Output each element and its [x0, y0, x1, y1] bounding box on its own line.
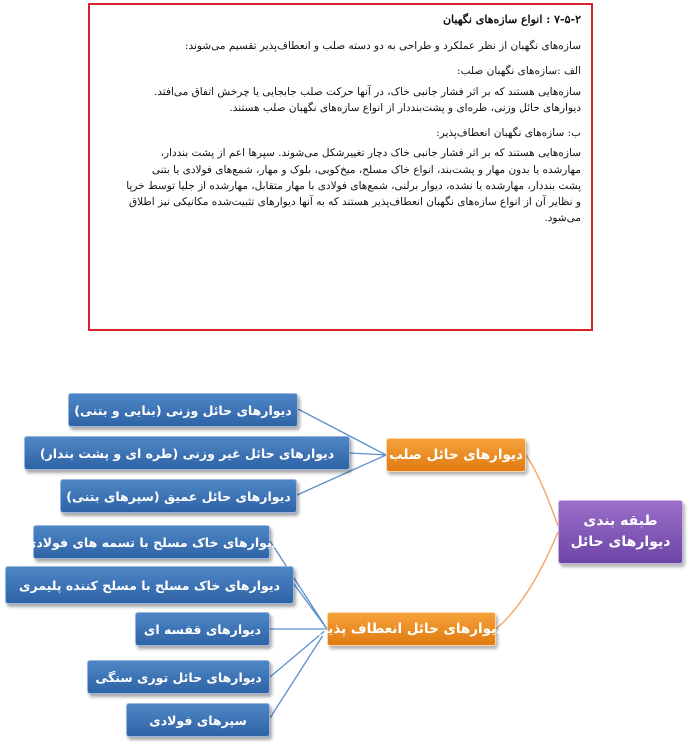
intro-paragraph: سازه‌های نگهبان از نظر عملکرد و طراحی به دو دسته صلب و انعطاف‌پذیر تقسیم می‌شوند:: [184, 40, 581, 53]
rigid-line: سازه‌هایی هستند که بر اثر فشار جانبی خاک، در آنها حرکت صلب جابجایی یا چرخش اتفاق می‌افتد.: [153, 85, 581, 98]
rigid-line: دیوارهای حائل وزنی، طره‌ای و پشت‌بنددار از انواع سازه‌های نگهبان صلب هستند.: [229, 101, 581, 114]
node-label: دیوارهای خاک مسلح با تسمه های فولادی: [24, 534, 279, 550]
node-label: دیوارهای قفسه ای: [143, 621, 262, 637]
node-label: سپرهای فولادی: [149, 712, 247, 728]
node-label: دیوارهای حائل انعطاف پذیر: [319, 621, 504, 637]
node-label: دیوارهای حائل عمیق (سپرهای بتنی): [66, 488, 291, 504]
root-connector: [496, 532, 558, 629]
connector-line: [350, 453, 386, 455]
flexible-leaf-crib-walls: [135, 612, 270, 646]
node-label: دیوارهای حائل توری سنگی: [95, 669, 262, 685]
node-label: دیوارهای حائل صلب: [389, 447, 523, 463]
rigid-walls-node: [386, 438, 526, 472]
section-heading: ۷-۵-۲ : انواع سازه‌های نگهبان: [442, 13, 581, 26]
rigid-leaf-gravity-walls: [68, 393, 298, 427]
rigid-subtitle: الف :سازه‌های نگهبان صلب:: [457, 65, 581, 78]
flexible-leaf-steel-sheet-piles: [126, 703, 270, 737]
connector-line: [270, 629, 327, 677]
flexible-leaf-gabion-walls: [87, 660, 270, 694]
flexible-line: سازه‌هایی هستند که بر اثر فشار جانبی خاک دچار تغییرشکل می‌شوند. سپرها اعم از پشت بنددار،: [160, 147, 581, 160]
flexible-line: پشت بنددار، مهارشده یا نشده، دیوار برلنی، شمع‌های فولادی با مهار متقابل، مهارشده از جلیا توسط خرپا: [126, 179, 581, 192]
flexible-line: و نظایر آن از انواع سازه‌های نگهبان انعطاف‌پذیر هستند که به آنها دیوارهای تثبیت‌شده مکانیکی نیز اطلاق: [128, 196, 581, 209]
flexible-walls-node: [319, 612, 504, 646]
root-connector: [526, 455, 558, 526]
flexible-leaf-steel-strip-walls: [24, 525, 279, 559]
connector-line: [270, 629, 327, 718]
node-label: دیوارهای حائل غیر وزنی (طره ای و پشت بندار): [39, 445, 335, 461]
rigid-leaf-deep-walls: [60, 479, 297, 513]
flexible-line: مهارشده یا بدون مهار و پشت‌بند، انواع خاک مسلح، میخ‌کوبی، بلوک و مهار، شمع‌های فولادی یا بتنی: [151, 163, 581, 176]
flexible-line: می‌شود.: [544, 212, 581, 225]
node-label: دیوارهای خاک مسلح با مسلح کننده پلیمری: [19, 577, 280, 593]
rigid-leaf-cantilever-walls: [24, 436, 350, 470]
flexible-leaf-polymer-walls: [5, 566, 294, 604]
root-classification-node: [558, 500, 683, 564]
node-label: دیوارهای حائل وزنی (بنایی و بتنی): [74, 402, 292, 418]
flexible-subtitle: ب: سازه‌های نگهبان انعطاف‌پذیر:: [436, 127, 581, 140]
node-label: طبقه بندی دیوارهای حائل: [570, 513, 671, 550]
